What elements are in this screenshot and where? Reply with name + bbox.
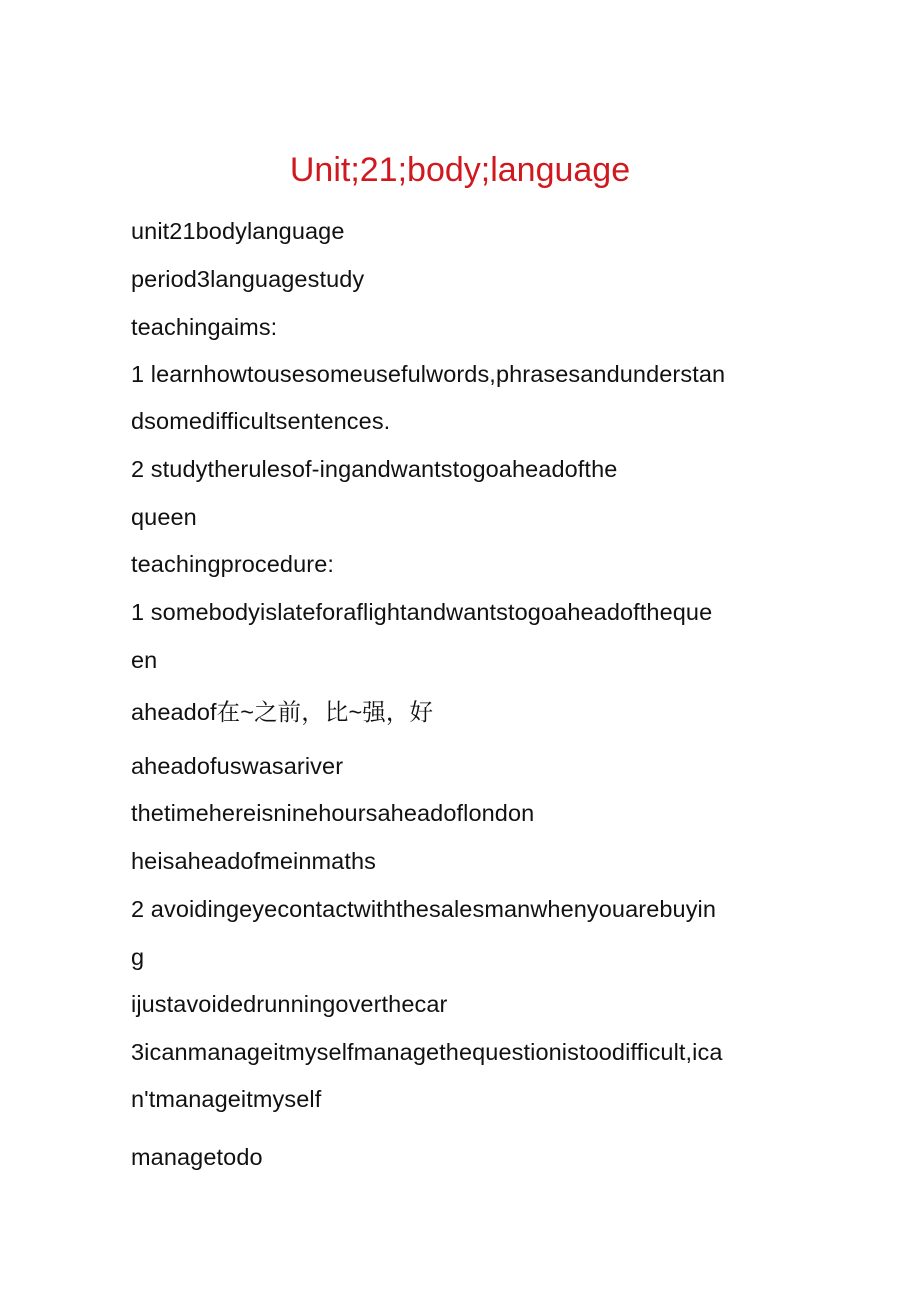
text-line: g	[131, 944, 145, 970]
text-line: 1 learnhowtousesomeusefulwords,phrasesandunderstan	[131, 361, 726, 387]
text-line: unit21bodylanguage	[131, 218, 345, 244]
text-line: dsomedifficultsentences.	[131, 408, 391, 434]
text-line: managetodo	[131, 1144, 263, 1170]
document-title: Unit;21;body;language	[289, 151, 631, 189]
text-line: ijustavoidedrunningoverthecar	[131, 991, 448, 1017]
text-line: 2 studytherulesof-ingandwantstogoaheadofthe	[131, 456, 618, 482]
text-line: aheadof在~之前，比~强，好	[131, 699, 434, 725]
text-line: teachingaims:	[131, 314, 278, 340]
text-line: period3languagestudy	[131, 266, 365, 292]
text-line: 1 somebodyislateforaflightandwantstogoaheadoftheque	[131, 599, 713, 625]
text-line: n'tmanageitmyself	[131, 1086, 322, 1112]
text-line: teachingprocedure:	[131, 551, 334, 577]
text-line: 2 avoidingeyecontactwiththesalesmanwhenyouarebuyin	[131, 896, 717, 922]
text-line: thetimehereisninehoursaheadoflondon	[131, 800, 535, 826]
text-line: queen	[131, 504, 197, 530]
text-line: heisaheadofmeinmaths	[131, 848, 376, 874]
text-line: en	[131, 647, 158, 673]
text-line: 3icanmanageitmyselfmanagethequestionistoodifficult,ica	[131, 1039, 723, 1065]
text-line: aheadofuswasariver	[131, 753, 344, 779]
